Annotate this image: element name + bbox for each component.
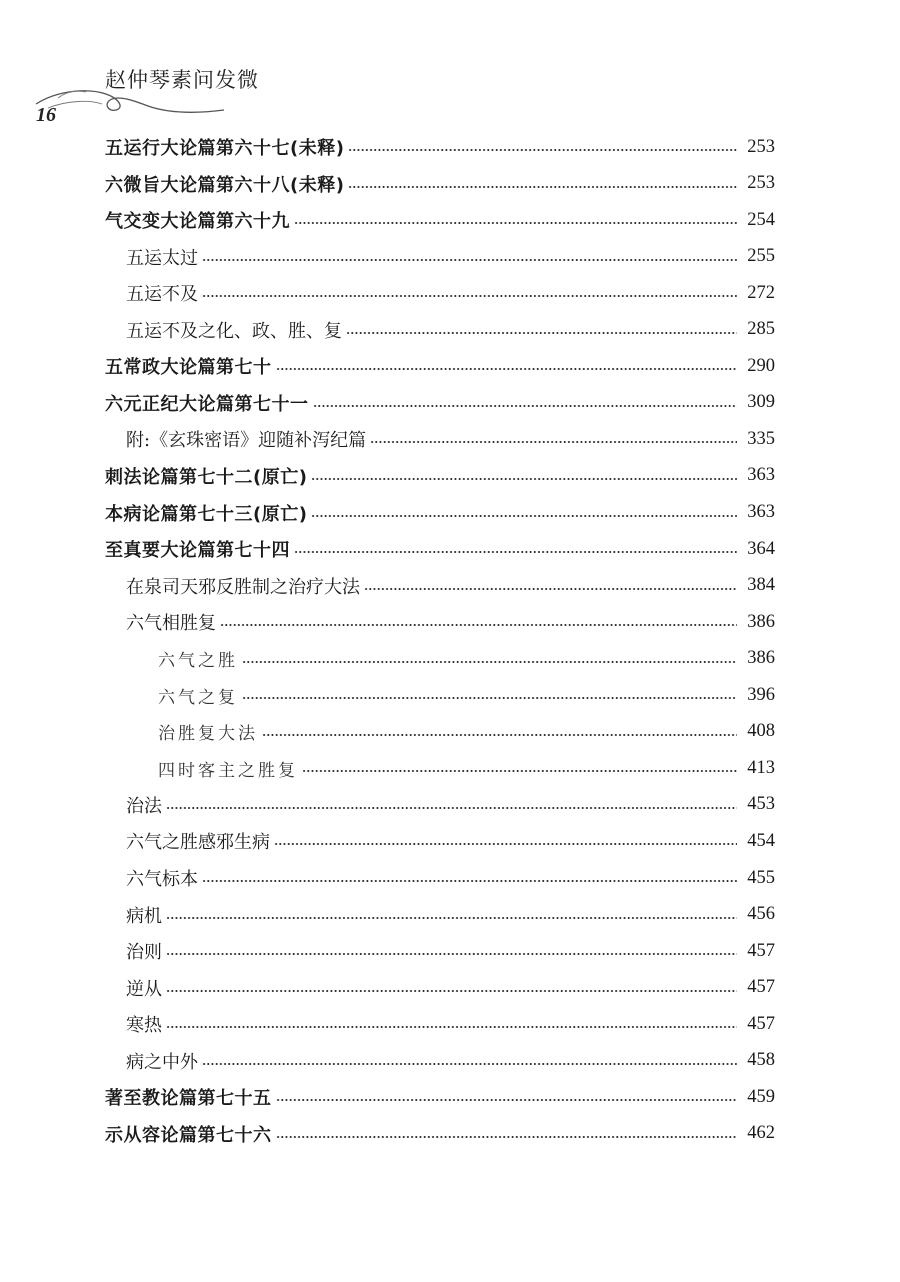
dot-leader	[364, 588, 737, 590]
toc-entry-page: 386	[747, 611, 775, 632]
toc-entry-page: 459	[747, 1086, 775, 1107]
toc-entry-title: 示从容论篇第七十六	[105, 1124, 272, 1146]
toc-entry-title: 在泉司天邪反胜制之治疗大法	[126, 576, 360, 598]
toc-entry-page: 363	[747, 502, 775, 522]
toc-entry[interactable]	[126, 239, 775, 275]
toc-entry-page: 253	[747, 136, 775, 157]
dot-leader	[242, 697, 737, 699]
dot-leader	[302, 770, 737, 772]
toc-entry-page: 254	[747, 209, 775, 230]
toc-entry-title: 刺法论篇第七十二(原亡)	[105, 466, 308, 488]
toc-entry-page: 309	[747, 392, 775, 413]
toc-entry-page: 455	[747, 867, 775, 888]
toc-entry-title: 四时客主之胜复	[158, 760, 298, 781]
toc-entry[interactable]	[126, 275, 775, 311]
toc-entry-title: 逆从	[126, 978, 162, 1000]
toc-entry[interactable]	[126, 933, 775, 969]
toc-entry[interactable]	[126, 568, 775, 604]
toc-entry[interactable]	[126, 421, 775, 457]
toc-entry-page: 462	[747, 1123, 775, 1144]
toc-entry-title: 治胜复大法	[158, 724, 258, 745]
toc-entry-page: 457	[747, 1013, 775, 1034]
book-title: 赵仲琴素问发微	[105, 68, 259, 92]
toc-entry[interactable]	[158, 677, 775, 713]
toc-entry-page: 384	[747, 575, 775, 596]
toc-entry[interactable]	[105, 458, 775, 494]
toc-entry[interactable]	[105, 129, 775, 165]
toc-entry[interactable]	[126, 860, 775, 896]
toc-entry-page: 272	[747, 282, 775, 303]
toc-entry-title: 五运行大论篇第六十七(未释)	[105, 138, 345, 159]
toc-entry[interactable]	[158, 714, 775, 750]
toc-entry-title: 病之中外	[126, 1051, 198, 1073]
toc-entry-title: 附:《玄珠密语》迎随补泻纪篇	[126, 430, 367, 452]
toc-entry-page: 335	[747, 428, 775, 449]
toc-entry[interactable]	[126, 823, 775, 859]
toc-entry-title: 六气标本	[126, 869, 198, 890]
toc-entry[interactable]	[126, 970, 775, 1006]
dot-leader	[202, 295, 737, 297]
toc-entry-page: 396	[747, 684, 775, 705]
dot-leader	[202, 259, 737, 261]
toc-entry[interactable]	[158, 641, 775, 677]
toc-entry[interactable]	[105, 1116, 775, 1152]
dot-leader	[276, 1099, 738, 1101]
toc-entry-page: 364	[747, 538, 775, 559]
dot-leader	[242, 661, 737, 663]
page-number: 16	[36, 104, 56, 126]
toc-entry-title: 六气相胜复	[126, 613, 216, 635]
toc-entry-title: 至真要大论篇第七十四	[105, 540, 290, 562]
dot-leader	[276, 368, 738, 370]
dot-leader	[311, 478, 737, 480]
toc-entry-page: 456	[747, 904, 775, 925]
dot-leader	[166, 917, 737, 919]
toc-entry-page: 457	[747, 977, 775, 998]
dot-leader	[220, 624, 737, 626]
dot-leader	[166, 1026, 737, 1028]
toc-entry-page: 458	[747, 1050, 775, 1071]
toc-entry-title: 治法	[126, 795, 162, 817]
dot-leader	[313, 405, 738, 407]
dot-leader	[294, 551, 737, 553]
toc-entry-page: 413	[747, 757, 775, 778]
toc-entry-page: 457	[747, 940, 775, 961]
dot-leader	[370, 441, 737, 443]
toc-entry-page: 453	[747, 794, 775, 815]
toc-entry[interactable]	[126, 897, 775, 933]
toc-entry-title: 六元正纪大论篇第七十一	[105, 393, 309, 415]
toc-entry-page: 253	[747, 173, 775, 194]
toc-entry[interactable]	[105, 385, 775, 421]
toc-entry-page: 255	[747, 246, 775, 267]
toc-entry-page: 454	[747, 830, 775, 851]
toc-entry[interactable]	[105, 202, 775, 238]
dot-leader	[294, 222, 737, 224]
dot-leader	[166, 807, 737, 809]
toc-entry-page: 363	[747, 465, 775, 486]
toc-entry[interactable]	[126, 1043, 775, 1079]
dot-leader	[348, 149, 737, 151]
toc-entry-title: 病机	[126, 905, 162, 927]
toc-entry-title: 寒热	[126, 1015, 162, 1037]
toc-entry[interactable]	[105, 1079, 775, 1115]
dot-leader	[348, 186, 737, 188]
toc-entry[interactable]	[105, 348, 775, 384]
dot-leader	[262, 734, 737, 736]
dot-leader	[346, 332, 737, 334]
toc-entry[interactable]	[158, 750, 775, 786]
dot-leader	[202, 880, 737, 882]
toc-entry-title: 六气之胜	[158, 651, 238, 672]
toc-entry-title: 五常政大论篇第七十	[105, 357, 272, 379]
toc-entry[interactable]	[126, 787, 775, 823]
toc-entry-title: 著至教论篇第七十五	[105, 1088, 272, 1110]
toc-entry-title: 五运不及	[126, 284, 198, 306]
toc-entry[interactable]	[105, 531, 775, 567]
toc-entry[interactable]	[105, 495, 775, 531]
dot-leader	[274, 843, 737, 845]
dot-leader	[311, 515, 737, 517]
dot-leader	[166, 953, 737, 955]
toc-entry[interactable]	[126, 604, 775, 640]
toc-entry[interactable]	[126, 312, 775, 348]
toc-entry-title: 五运不及之化、政、胜、复	[126, 320, 342, 342]
toc-entry-page: 290	[747, 355, 775, 376]
toc-entry-page: 408	[747, 721, 775, 742]
toc-entry-title: 气交变大论篇第六十九	[105, 211, 290, 233]
toc-entry[interactable]	[126, 1006, 775, 1042]
toc-entry-title: 治则	[126, 942, 162, 964]
toc-entry-page: 285	[747, 319, 775, 340]
toc-entry-title: 五运太过	[126, 247, 198, 269]
toc-entry-title: 六气之复	[158, 687, 238, 708]
toc-entry-title: 六微旨大论篇第六十八(未释)	[105, 174, 345, 196]
dot-leader	[202, 1063, 737, 1065]
toc-entry[interactable]	[105, 166, 775, 202]
dot-leader	[166, 990, 737, 992]
toc-entry-title: 六气之胜感邪生病	[126, 832, 270, 854]
page-header	[0, 0, 900, 130]
dot-leader	[276, 1136, 738, 1138]
toc-entry-page: 386	[747, 648, 775, 669]
toc-entry-title: 本病论篇第七十三(原亡)	[105, 503, 308, 525]
